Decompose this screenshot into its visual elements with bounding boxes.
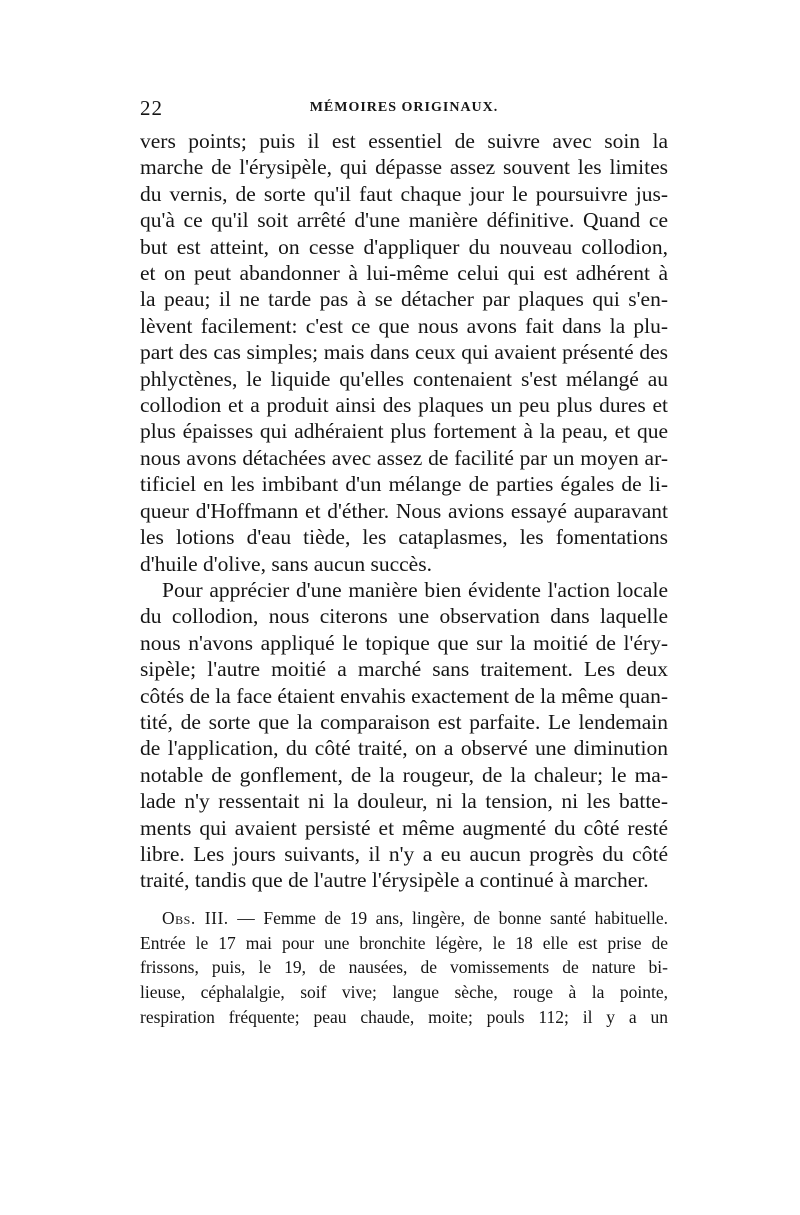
text-line: plus épaisses qui adhéraient plus fortement à la peau, et que [140, 419, 668, 444]
text-line: part des cas simples; mais dans ceux qui avaient présenté des [140, 340, 668, 365]
text-line: nous n'avons appliqué le topique que sur la moitié de l'éry- [140, 630, 668, 655]
text-line: tificiel en les imbibant d'un mélange de parties égales de li- [140, 472, 668, 497]
text-line: queur d'Hoffmann et d'éther. Nous avions essayé auparavant [140, 498, 668, 523]
text-line: la peau; il ne tarde pas à se détacher par plaques qui s'en- [140, 287, 668, 312]
observation-line: lieuse, céphalalgie, soif vive; langue sèche, rouge à la pointe, [140, 982, 668, 1003]
observation-label: Obs. III. [162, 907, 229, 928]
observation-block [140, 906, 668, 1030]
text-line: lèvent facilement: c'est ce que nous avons fait dans la plu- [140, 313, 668, 338]
text-line: côtés de la face étaient envahis exactement de la même quan- [140, 683, 668, 708]
observation-line: Entrée le 17 mai pour une bronchite légère, le 18 elle est prise de [140, 932, 668, 953]
text-line: Pour apprécier d'une manière bien évidente l'action locale [162, 577, 668, 602]
text-line: d'huile d'olive, sans aucun succès. [140, 551, 432, 576]
text-line: nous avons détachées avec assez de facilité par un moyen ar- [140, 445, 668, 470]
text-line: lade n'y ressentait ni la douleur, ni la tension, ni les batte- [140, 789, 668, 814]
text-line: tité, de sorte que la comparaison est parfaite. Le lendemain [140, 709, 668, 734]
observation-first-line [140, 906, 668, 931]
text-line: but est atteint, on cesse d'appliquer du nouveau collodion, [140, 234, 668, 259]
paragraph-2 [140, 577, 668, 894]
paragraph-1 [140, 128, 668, 577]
page-number: 22 [140, 96, 163, 120]
body-text [140, 128, 668, 894]
text-line: qu'à ce qu'il soit arrêté d'une manière définitive. Quand ce [140, 208, 668, 233]
text-line: et on peut abandonner à lui-même celui qui est adhérent à [140, 261, 668, 286]
observation-line: respiration fréquente; peau chaude, moite; pouls 112; il y a un [140, 1006, 668, 1027]
text-line: ments qui avaient persisté et même augmenté du côté resté [140, 815, 668, 840]
text-line: collodion et a produit ainsi des plaques un peu plus dures et [140, 393, 668, 418]
text-line: de l'application, du côté traité, on a observé une diminution [140, 736, 668, 761]
text-line: marche de l'érysipèle, qui dépasse assez souvent les limites [140, 155, 668, 180]
observation-line: frissons, puis, le 19, de nausées, de vomissements de nature bi- [140, 957, 668, 978]
text-line: sipèle; l'autre moitié a marché sans traitement. Les deux [140, 657, 668, 682]
text-line: phlyctènes, le liquide qu'elles contenaient s'est mélangé au [140, 366, 668, 391]
observation-first-line-text: — Femme de 19 ans, lingère, de bonne santé habituelle. [228, 907, 668, 928]
text-line: vers points; puis il est essentiel de suivre avec soin la [140, 129, 668, 153]
running-head [140, 96, 668, 124]
running-title: MÉMOIRES ORIGINAUX. [309, 100, 499, 115]
text-line: du vernis, de sorte qu'il faut chaque jour le poursuivre jus- [140, 181, 668, 206]
text-line: libre. Les jours suivants, il n'y a eu aucun progrès du côté [140, 841, 668, 866]
text-line: traité, tandis que de l'autre l'érysipèle a continué à marcher. [140, 868, 649, 893]
text-line: du collodion, nous citerons une observation dans laquelle [140, 604, 668, 629]
book-page [140, 96, 668, 1030]
text-line: les lotions d'eau tiède, les cataplasmes, les fomentations [140, 525, 668, 550]
text-line: notable de gonflement, de la rougeur, de la chaleur; le ma- [140, 762, 668, 787]
